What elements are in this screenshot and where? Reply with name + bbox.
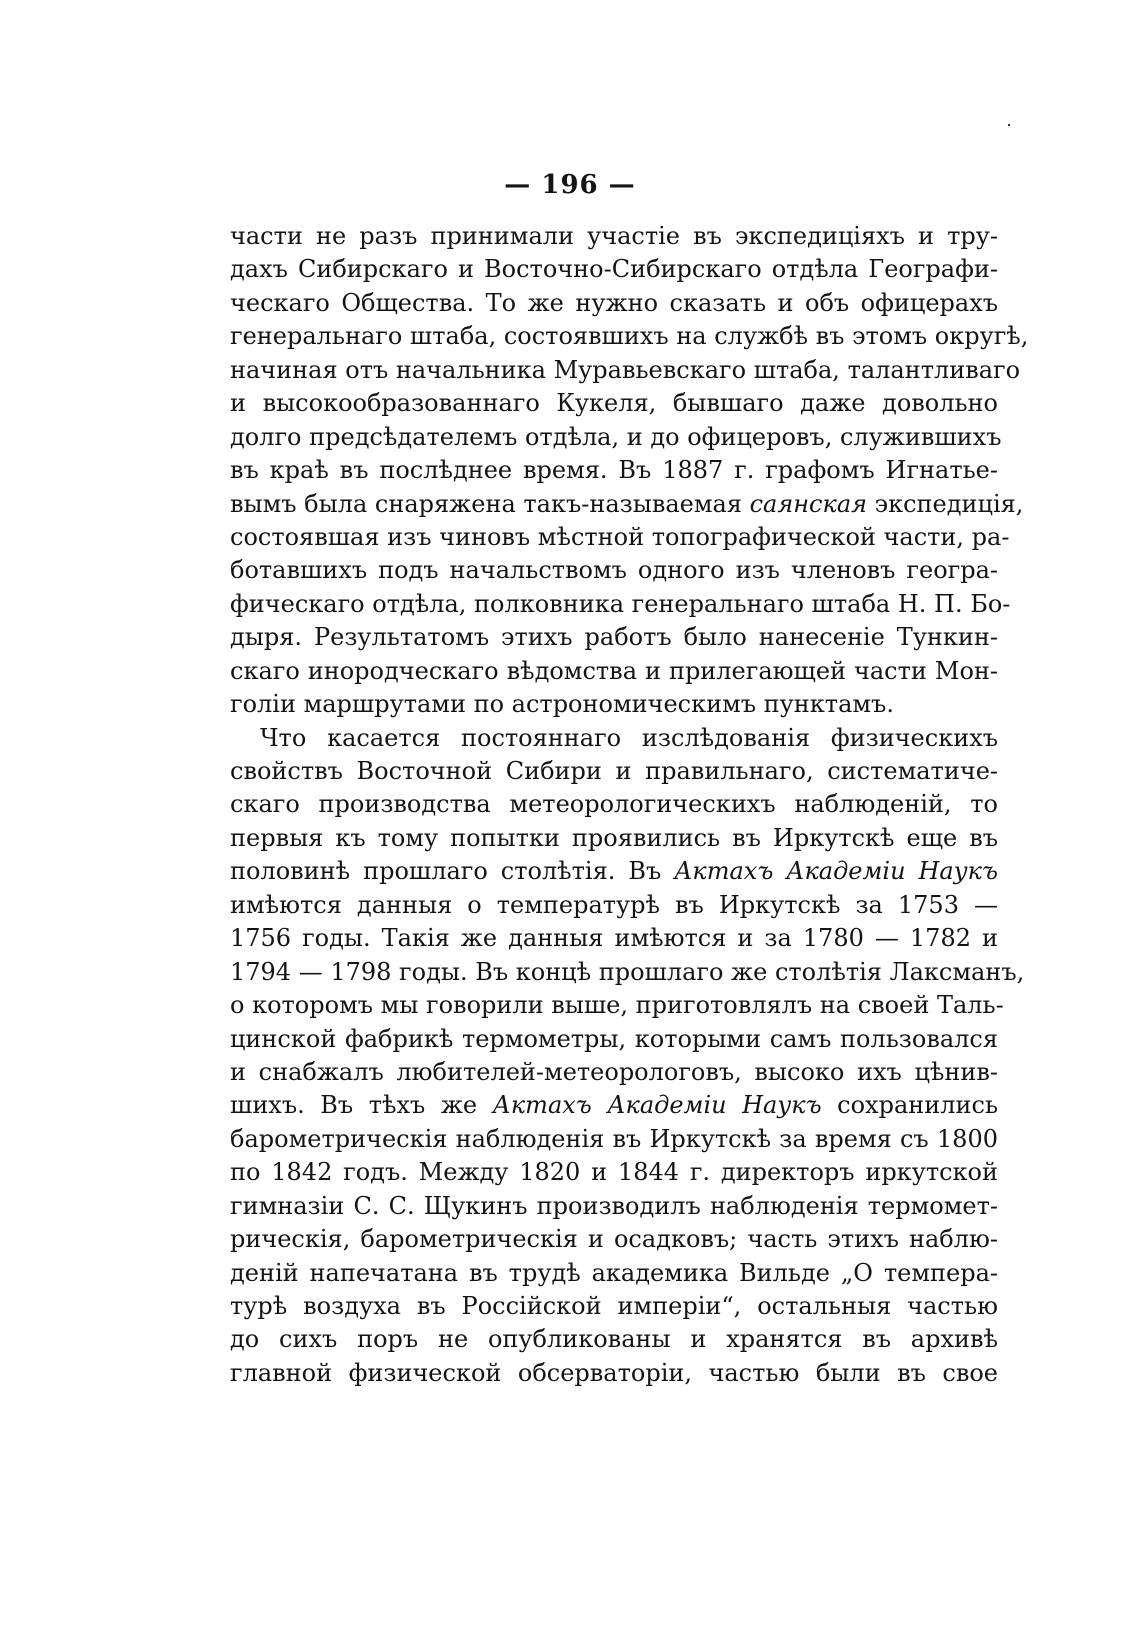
line-text: цинской фабрикѣ термометры, которыми самъ пользовался <box>230 1024 998 1053</box>
text-line <box>230 822 998 855</box>
text-line <box>230 1156 998 1189</box>
text-line <box>230 588 1011 621</box>
text-line <box>230 488 1024 521</box>
text-line <box>230 688 998 721</box>
line-text: 1756 годы. Такія же данныя имѣются и за 1780 — 1782 и <box>230 924 998 953</box>
line-text: и снабжалъ любителей-метеорологовъ, высоко ихъ цѣнив- <box>230 1057 998 1086</box>
text-line <box>230 1223 998 1256</box>
line-text: части не разъ принимали участіе въ экспедиціяхъ и тру- <box>230 222 998 250</box>
text-line <box>230 621 998 654</box>
italic-title-text: Актахъ Академіи Наукъ <box>492 1091 822 1120</box>
line-text: долго предсѣдателемъ отдѣла, и до офицеровъ, служившихъ <box>230 422 1002 451</box>
line-text: начиная отъ начальника Муравьевскаго штаба, талантливаго <box>230 355 1021 384</box>
line-text: имѣются данныя о температурѣ въ Иркутскѣ за 1753 — <box>230 890 998 919</box>
line-text: состоявшая изъ чиновъ мѣстной топографической части, ра- <box>230 522 1010 551</box>
text-line <box>230 287 998 320</box>
text-line <box>230 1357 998 1390</box>
text-line <box>230 454 998 487</box>
line-text: въ краѣ въ послѣднее время. Въ 1887 г. графомъ Игнатье- <box>230 456 998 485</box>
line-text: голіи маршрутами по астрономическимъ пунктамъ. <box>230 690 894 719</box>
text-line <box>230 387 998 420</box>
body-text <box>230 220 1029 1390</box>
line-text: и высокообразованнаго Кукеля, бывшаго даже довольно <box>230 389 998 418</box>
text-line <box>230 1123 998 1156</box>
text-line <box>230 554 998 587</box>
text-line <box>230 922 998 955</box>
line-text: свойствъ Восточной Сибири и правильнаго, систематиче- <box>230 757 998 785</box>
line-text: скаго производства метеорологическихъ наблюденій, то <box>230 790 998 819</box>
line-text: барометрическія наблюденія въ Иркутскѣ за время съ 1800 <box>230 1124 998 1153</box>
line-text: экспедиція, <box>867 489 1024 518</box>
text-line <box>230 521 1010 554</box>
line-text: дыря. Результатомъ этихъ работъ было нанесеніе Тункин- <box>230 623 998 652</box>
line-text: половинѣ прошлаго столѣтія. Въ <box>230 857 675 886</box>
italic-title-text: Актахъ Академіи Наукъ <box>674 857 998 886</box>
text-line <box>230 354 1021 387</box>
line-text: сохранились <box>821 1091 999 1120</box>
text-line <box>230 788 998 821</box>
line-text: ческаго Общества. То же нужно сказать и объ офицерахъ <box>230 288 998 317</box>
text-line <box>230 1023 998 1056</box>
page-number: — 196 — <box>504 170 636 200</box>
line-text: главной физической обсерваторіи, частью были въ свое <box>230 1358 998 1387</box>
text-line <box>230 1089 998 1122</box>
text-line <box>230 1190 998 1223</box>
text-line <box>230 253 998 286</box>
line-text: ботавшихъ подъ начальствомъ одного изъ членовъ геогра- <box>230 556 998 585</box>
line-text: дахъ Сибирскаго и Восточно-Сибирскаго отдѣла Географи- <box>230 255 998 284</box>
line-text: гимназіи С. С. Щукинъ производилъ наблюденія термомет- <box>230 1191 998 1220</box>
line-text: о которомъ мы говорили выше, приготовлялъ на своей Таль- <box>230 991 1004 1020</box>
text-line <box>230 1323 998 1356</box>
line-text: генеральнаго штаба, состоявшихъ на службѣ въ этомъ округѣ, <box>230 322 1029 351</box>
line-text: Что касается постояннаго изслѣдованія физическихъ <box>260 723 998 752</box>
text-line <box>230 956 1025 989</box>
line-text: фическаго отдѣла, полковника генеральнаго штаба Н. П. Бо- <box>230 589 1011 618</box>
scan-speck <box>1008 124 1010 126</box>
text-line <box>230 1257 998 1290</box>
text-line <box>230 855 998 888</box>
line-text: деній напечатана въ трудѣ академика Вильде „О темпера- <box>230 1258 998 1287</box>
text-line <box>230 1290 998 1323</box>
line-text: вымъ была снаряжена такъ-называемая <box>230 489 750 518</box>
text-line <box>230 989 1004 1022</box>
text-line <box>230 320 1029 353</box>
line-text: скаго инородческаго вѣдомства и прилегающей части Мон- <box>230 656 998 685</box>
line-text: турѣ воздуха въ Россійской имперіи“, остальныя частью <box>230 1292 998 1320</box>
text-line <box>230 421 1002 454</box>
text-line <box>230 889 998 922</box>
italic-title-text: саянская <box>749 489 868 518</box>
text-line <box>230 1056 998 1089</box>
line-text: первыя къ тому попытки проявились въ Иркутскѣ еще въ <box>230 823 998 852</box>
text-line <box>230 655 998 688</box>
text-line <box>230 722 998 755</box>
line-text: шихъ. Въ тѣхъ же <box>230 1091 493 1120</box>
line-text: 1794 — 1798 годы. Въ концѣ прошлаго же столѣтія Лаксманъ, <box>230 957 1025 986</box>
text-line <box>230 755 998 788</box>
text-line <box>230 220 998 253</box>
line-text: по 1842 годъ. Между 1820 и 1844 г. директоръ иркутской <box>230 1158 998 1187</box>
line-text: рическія, барометрическія и осадковъ; часть этихъ наблю- <box>230 1225 998 1254</box>
line-text: до сихъ поръ не опубликованы и хранятся въ архивѣ <box>230 1325 998 1354</box>
